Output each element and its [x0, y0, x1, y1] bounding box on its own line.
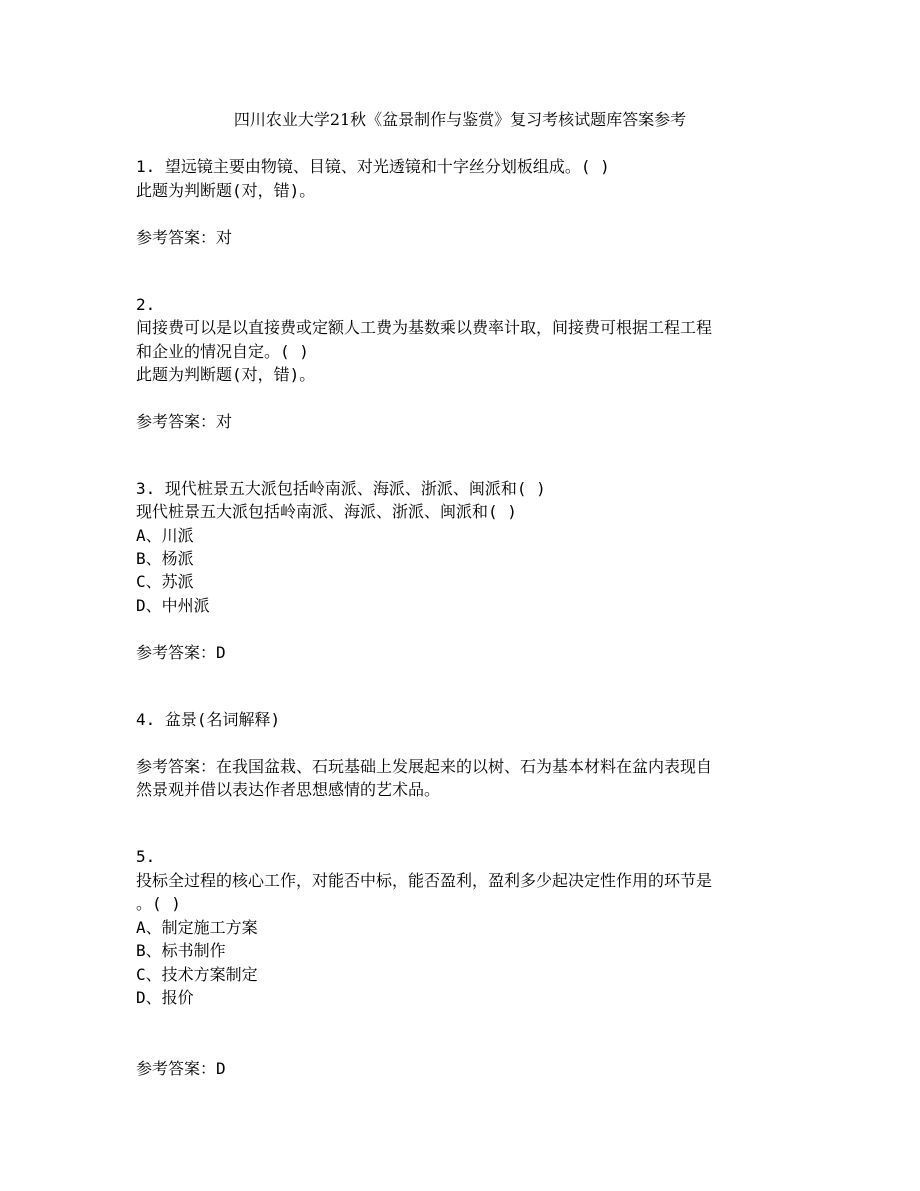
- question-5-number: 5.: [136, 847, 156, 866]
- question-3-option-a: A、川派: [136, 526, 194, 545]
- question-5-stem-line2: 。( ): [136, 894, 181, 913]
- question-3-option-d: D、中州派: [136, 596, 210, 615]
- question-5-answer: 参考答案：D: [136, 1059, 226, 1078]
- question-3-option-c: C、苏派: [136, 572, 194, 591]
- question-4-stem: 4. 盆景(名词解释): [136, 710, 281, 729]
- question-4-answer-line2: 然景观并借以表达作者思想感情的艺术品。: [136, 780, 441, 799]
- question-2-answer: 参考答案：对: [136, 412, 233, 431]
- question-5-option-b: B、标书制作: [136, 941, 226, 960]
- question-3-stem: 3. 现代桩景五大派包括岭南派、海派、浙派、闽派和( ): [136, 479, 546, 498]
- question-2-stem-line1: 间接费可以是以直接费或定额人工费为基数乘以费率计取，间接费可根据工程工程: [136, 318, 713, 337]
- question-3-stem-repeat: 现代桩景五大派包括岭南派、海派、浙派、闽派和( ): [136, 502, 517, 521]
- question-5-stem-line1: 投标全过程的核心工作，对能否中标，能否盈利，盈利多少起决定性作用的环节是: [136, 871, 713, 890]
- question-5-option-d: D、报价: [136, 988, 194, 1007]
- question-2-type-note: 此题为判断题(对，错)。: [136, 365, 316, 384]
- question-2-stem-line2: 和企业的情况自定。( ): [136, 342, 309, 361]
- document-title: 四川农业大学21秋《盆景制作与鉴赏》复习考核试题库答案参考: [233, 110, 687, 129]
- question-3-answer: 参考答案：D: [136, 643, 226, 662]
- question-1-type-note: 此题为判断题(对，错)。: [136, 181, 316, 200]
- question-4-answer-line1: 参考答案：在我国盆栽、石玩基础上发展起来的以树、石为基本材料在盆内表现自: [136, 757, 713, 776]
- question-2-number: 2.: [136, 295, 156, 314]
- question-1-answer: 参考答案：对: [136, 228, 233, 247]
- question-5-option-c: C、技术方案制定: [136, 965, 258, 984]
- question-3-option-b: B、杨派: [136, 549, 194, 568]
- question-1-stem: 1. 望远镜主要由物镜、目镜、对光透镜和十字丝分划板组成。( ): [136, 157, 610, 176]
- question-5-option-a: A、制定施工方案: [136, 918, 258, 937]
